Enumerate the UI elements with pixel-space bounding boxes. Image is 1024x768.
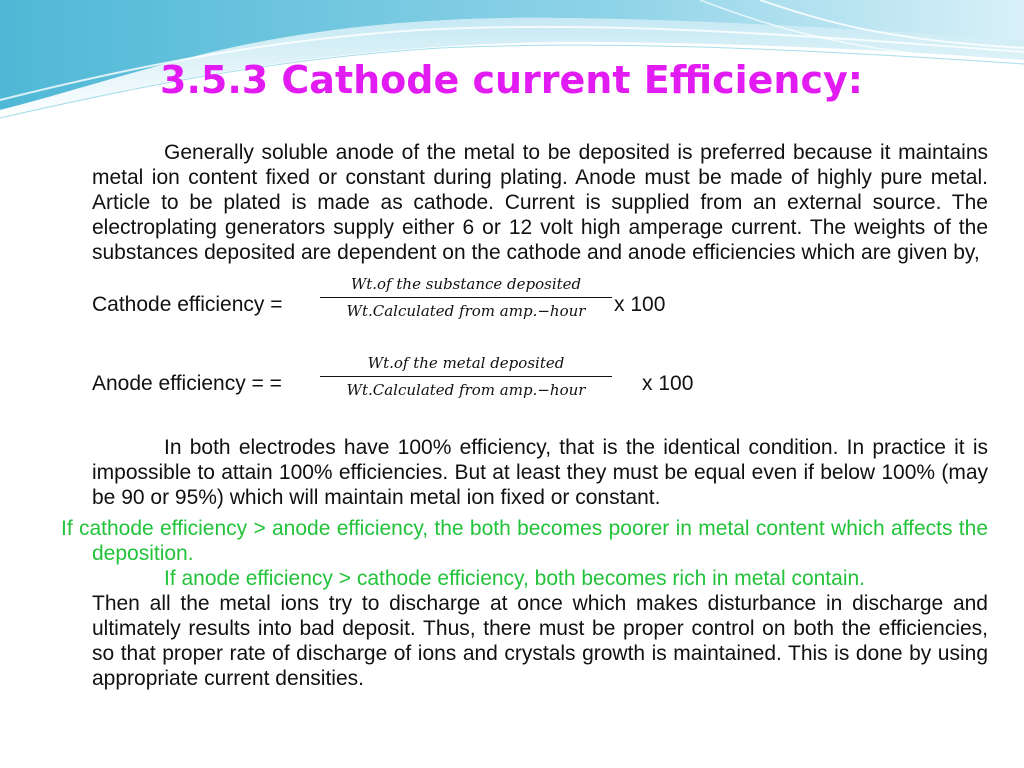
cathode-denominator: Wt.Calculated from amp.−hour [346, 302, 586, 320]
anode-formula-label: Anode efficiency = = [92, 372, 282, 395]
cathode-fraction [320, 275, 612, 320]
cathode-multiplier: x 100 [614, 293, 666, 316]
slide-title: 3.5.3 Cathode current Efficiency: [160, 58, 863, 102]
cathode-formula-label: Cathode efficiency = [92, 293, 283, 316]
practice-paragraph: In both electrodes have 100% efficiency, that is the identical condition. In practice it is impossible to attain 100% efficiencies. But at least they must be equal even if below 100% (may be 90 or 95%) which will maintain metal ion fixed or constant. [92, 436, 988, 509]
conclusion-paragraph: Then all the metal ions try to discharge at once which makes disturbance in discharge and ultimately results into bad deposit. Thus, there must be proper control on both the efficiencies, so that proper rate of discharge of ions and crystals growth is maintained. This is done by using appropriate current densities. [92, 592, 988, 690]
anode-greater-note: If anode efficiency > cathode efficiency, both becomes rich in metal contain. [164, 567, 865, 590]
slide-body [61, 140, 988, 691]
anode-efficiency-formula [92, 345, 988, 435]
anode-denominator: Wt.Calculated from amp.−hour [346, 381, 586, 399]
anode-multiplier: x 100 [642, 372, 694, 395]
intro-paragraph: Generally soluble anode of the metal to be deposited is preferred because it maintains metal ion content fixed or constant during plating. Anode must be made of highly pure metal. Article to be plated is made as cathode. Current is supplied from an external source. The electroplating generators supply either 6 or 12 volt high amperage current. The weights of the substances deposited are dependent on the cathode and anode efficiencies which are given by, [92, 141, 988, 264]
cathode-numerator: Wt.of the substance deposited [320, 275, 612, 298]
anode-numerator: Wt.of the metal deposited [320, 354, 612, 377]
cathode-greater-note: If cathode efficiency > anode efficiency, the both becomes poorer in metal content which affects the deposition. [61, 517, 988, 565]
anode-fraction [320, 354, 612, 399]
cathode-efficiency-formula [92, 265, 988, 345]
